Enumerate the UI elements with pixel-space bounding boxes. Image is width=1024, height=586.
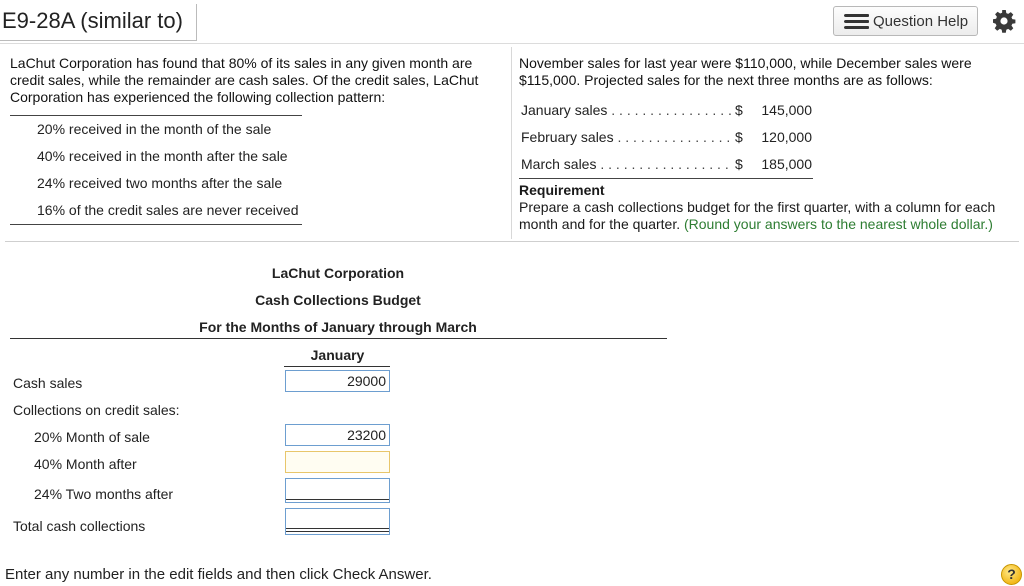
total-collections-input[interactable] bbox=[285, 508, 390, 535]
currency-symbol: $ bbox=[735, 129, 743, 145]
page-title: E9-28A (similar to) bbox=[2, 8, 183, 33]
two-months-after-input[interactable] bbox=[285, 478, 390, 503]
projected-sales-table bbox=[519, 97, 813, 179]
header-bar bbox=[0, 0, 1024, 43]
projected-sales-row bbox=[519, 124, 813, 151]
requirement-text bbox=[519, 199, 1014, 233]
sales-month-label: March sales . . . bbox=[521, 151, 733, 178]
sales-value: 185,000 bbox=[761, 156, 812, 172]
collection-pattern-row: 16% of the credit sales are never received bbox=[37, 202, 299, 218]
total-collections-label: Total cash collections bbox=[13, 518, 146, 534]
budget-period: For the Months of January through March bbox=[199, 319, 477, 335]
column-header-january: January bbox=[310, 347, 365, 363]
gear-icon[interactable] bbox=[992, 9, 1016, 33]
month-of-sale-input[interactable]: 23200 bbox=[285, 424, 390, 446]
budget-company: LaChut Corporation bbox=[271, 265, 405, 281]
section-divider bbox=[5, 241, 1019, 242]
budget-header-rule bbox=[10, 338, 667, 339]
cash-sales-label: Cash sales bbox=[13, 375, 83, 391]
list-icon bbox=[845, 14, 869, 29]
sales-month-label: February sales . . . bbox=[521, 124, 733, 151]
cash-sales-input[interactable]: 29000 bbox=[285, 370, 390, 392]
footer-instruction: Enter any number in the edit fields and then click Check Answer. bbox=[5, 566, 432, 583]
title-underline bbox=[0, 40, 196, 41]
two-months-after-label: 24% Two months after bbox=[34, 486, 174, 502]
projected-sales-row bbox=[519, 151, 813, 178]
question-help-label: Question Help bbox=[873, 12, 969, 30]
currency-symbol: $ bbox=[735, 156, 743, 172]
column-divider bbox=[511, 47, 512, 239]
collection-pattern-table bbox=[10, 115, 302, 225]
rounding-hint: (Round your answers to the nearest whole dollar.) bbox=[684, 216, 993, 232]
collections-header-label: Collections on credit sales: bbox=[13, 402, 180, 418]
problem-description-right: November sales for last year were $110,000, while December sales were $115,000. Projected sales for the next three months are as follows: bbox=[519, 55, 972, 88]
requirement-body: Prepare a cash collections budget for the first quarter, with a column for each month and for the quarter. bbox=[519, 199, 996, 232]
collection-pattern-row: 24% received two months after the sale bbox=[37, 175, 283, 191]
month-after-input[interactable] bbox=[285, 451, 390, 473]
help-icon[interactable]: ? bbox=[1001, 564, 1022, 585]
question-help-button[interactable] bbox=[833, 6, 978, 36]
requirement-title: Requirement bbox=[519, 182, 605, 198]
sales-value: 145,000 bbox=[761, 102, 812, 118]
collection-pattern-row: 20% received in the month of the sale bbox=[37, 121, 272, 137]
title-separator bbox=[196, 4, 197, 41]
header-divider bbox=[0, 43, 1024, 44]
projected-sales-row bbox=[519, 97, 813, 124]
problem-description-left: LaChut Corporation has found that 80% of its sales in any given month are credit sales, while the remainder are cash sales. Of the credit sales, LaChut Corporation has experienced the following collection pattern: bbox=[10, 55, 479, 105]
budget-title: Cash Collections Budget bbox=[255, 292, 421, 308]
month-of-sale-label: 20% Month of sale bbox=[34, 429, 150, 445]
currency-symbol: $ bbox=[735, 102, 743, 118]
collection-pattern-row: 40% received in the month after the sale bbox=[37, 148, 288, 164]
sales-month-label: January sales . . . bbox=[521, 97, 733, 124]
column-header-rule bbox=[284, 366, 390, 367]
sales-value: 120,000 bbox=[761, 129, 812, 145]
month-after-label: 40% Month after bbox=[34, 456, 137, 472]
